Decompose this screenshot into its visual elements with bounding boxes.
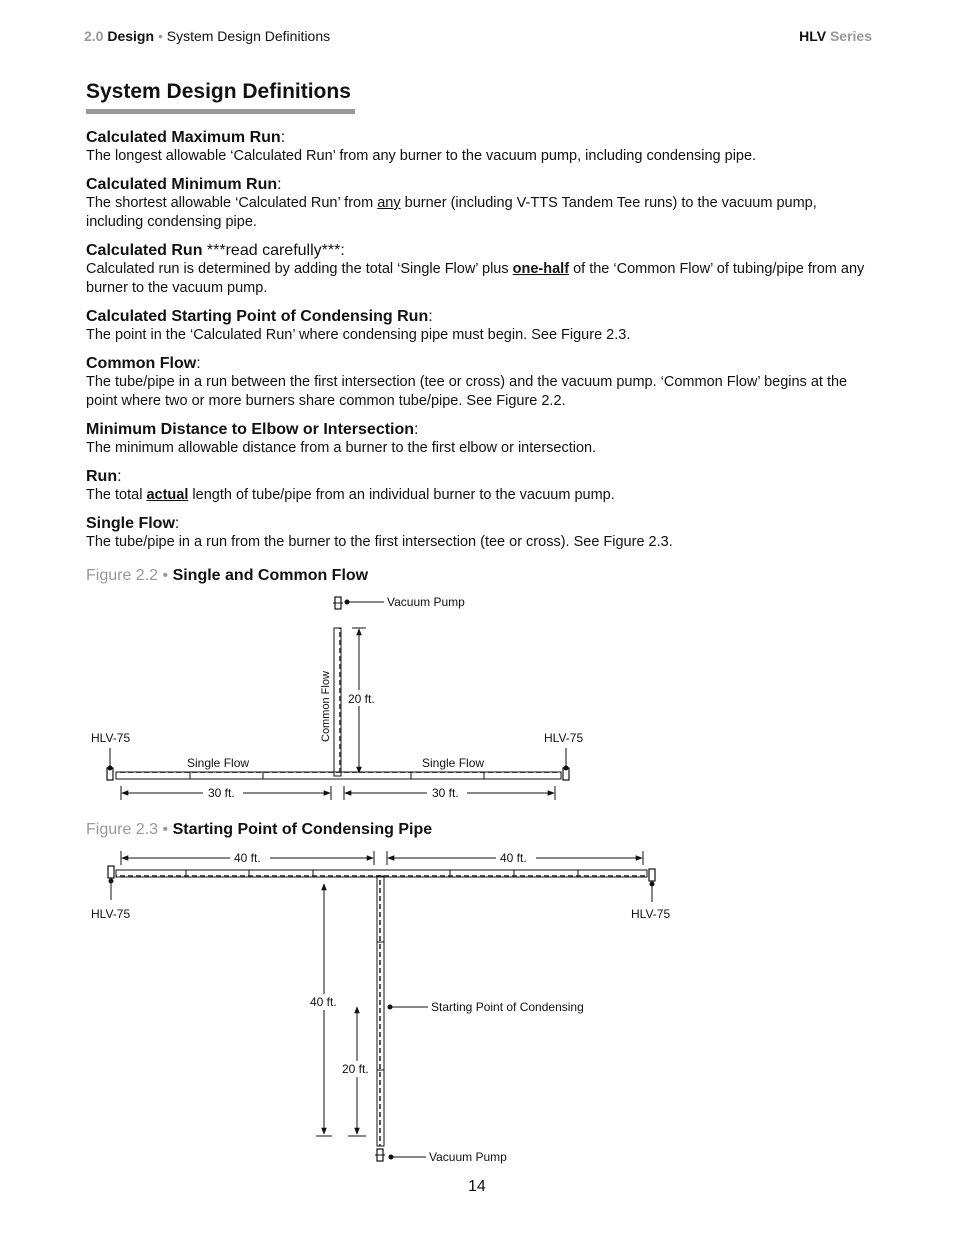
figure-name: Single and Common Flow bbox=[172, 567, 369, 584]
definition-body: The tube/pipe in a run between the first intersection (tee or cross) and the vacuum pump. ‘Common Flow’ begins at the point where two or more burners share common tube/pipe. See Figure 2.2. bbox=[86, 374, 848, 409]
series-label: Series bbox=[829, 28, 872, 44]
definition-item bbox=[86, 514, 876, 552]
burner-right-label: HLV-75 bbox=[631, 907, 671, 921]
vertical-condensing-label: 20 ft. bbox=[342, 1062, 369, 1076]
page-number: 14 bbox=[468, 1178, 486, 1195]
definition-term-suffix: : bbox=[117, 468, 122, 485]
definition-term: Single Flow bbox=[86, 515, 175, 532]
definition-term: Common Flow bbox=[86, 355, 197, 372]
length-left-label: 30 ft. bbox=[208, 786, 235, 800]
definition-body: The tube/pipe in a run from the burner to the first intersection (tee or cross). See Figure 2.3. bbox=[86, 534, 673, 550]
length-left-label: 40 ft. bbox=[234, 851, 261, 865]
definition-term: Calculated Maximum Run bbox=[86, 129, 281, 146]
figure-number: Figure 2.3 bbox=[86, 821, 159, 838]
single-flow-tube bbox=[116, 772, 561, 779]
length-right-label: 40 ft. bbox=[500, 851, 527, 865]
definition-term-suffix: : bbox=[428, 308, 433, 325]
burner-left-label: HLV-75 bbox=[91, 907, 131, 921]
section-name: Design bbox=[107, 28, 155, 44]
burner-left-label: HLV-75 bbox=[91, 731, 131, 745]
definition-body: The total actual length of tube/pipe from an individual burner to the vacuum pump. bbox=[86, 487, 615, 503]
definition-term: Run bbox=[86, 468, 118, 485]
subsection-name: System Design Definitions bbox=[166, 28, 331, 44]
emphasized-word: one-half bbox=[512, 261, 570, 277]
definition-body: The point in the ‘Calculated Run’ where condensing pipe must begin. See Figure 2.3. bbox=[86, 327, 631, 343]
burner-right-icon bbox=[649, 869, 655, 881]
vacuum-pump-label: Vacuum Pump bbox=[387, 595, 465, 609]
figure-separator: • bbox=[162, 821, 169, 838]
definition-term-suffix: : bbox=[277, 176, 282, 193]
definition-item bbox=[86, 467, 876, 505]
vacuum-pump-icon bbox=[333, 597, 343, 609]
vacuum-pump-icon bbox=[375, 1149, 385, 1161]
definition-item bbox=[86, 241, 876, 298]
definition-term: Calculated Starting Point of Condensing Run bbox=[86, 308, 429, 325]
emphasized-word: actual bbox=[146, 487, 189, 503]
product-series bbox=[799, 28, 872, 44]
definition-term: Minimum Distance to Elbow or Intersection bbox=[86, 421, 415, 438]
section-number: 2.0 bbox=[84, 28, 104, 44]
figure-2-3-caption bbox=[86, 821, 432, 839]
underlined-word: any bbox=[377, 195, 401, 211]
running-header bbox=[84, 28, 330, 44]
title-underline-bar bbox=[86, 109, 355, 114]
definition-item bbox=[86, 128, 876, 166]
vertical-total-label: 40 ft. bbox=[310, 995, 337, 1009]
burner-left-icon bbox=[108, 866, 114, 878]
figure-name: Starting Point of Condensing Pipe bbox=[172, 821, 433, 838]
definition-item bbox=[86, 420, 876, 458]
definition-item bbox=[86, 354, 876, 411]
definition-term-suffix: ***read carefully***: bbox=[202, 242, 345, 259]
definitions-list bbox=[86, 128, 876, 561]
single-flow-right-label: Single Flow bbox=[422, 756, 485, 770]
definition-term: Calculated Run bbox=[86, 242, 203, 259]
figure-number: Figure 2.2 bbox=[86, 567, 159, 584]
figure-2-2-diagram bbox=[0, 590, 954, 805]
burner-right-label: HLV-75 bbox=[544, 731, 584, 745]
definition-body: The shortest allowable ‘Calculated Run’ from any burner (including V-TTS Tandem Tee runs) to the vacuum pump, including condensing pipe. bbox=[86, 195, 817, 230]
header-separator: • bbox=[157, 28, 163, 44]
definition-item bbox=[86, 307, 876, 345]
figure-2-3-diagram bbox=[0, 845, 954, 1175]
common-flow-label: Common Flow bbox=[320, 671, 332, 742]
single-flow-left-label: Single Flow bbox=[187, 756, 250, 770]
definition-body: The minimum allowable distance from a burner to the first elbow or intersection. bbox=[86, 440, 597, 456]
definition-term-suffix: : bbox=[196, 355, 201, 372]
definition-term-suffix: : bbox=[414, 421, 419, 438]
definition-item bbox=[86, 175, 876, 232]
definition-body: The longest allowable ‘Calculated Run’ from any burner to the vacuum pump, including condensing pipe. bbox=[86, 148, 757, 164]
common-length-label: 20 ft. bbox=[348, 692, 375, 706]
starting-point-label: Starting Point of Condensing bbox=[431, 1000, 584, 1014]
figure-separator: • bbox=[162, 567, 169, 584]
definition-body: Calculated run is determined by adding the total ‘Single Flow’ plus one-half of the ‘Common Flow’ of tubing/pipe from any burner to the vacuum pump. bbox=[86, 261, 865, 296]
vertical-tube bbox=[377, 876, 384, 1146]
definition-term-suffix: : bbox=[174, 515, 180, 532]
figure-2-2-caption bbox=[86, 567, 368, 585]
vacuum-pump-dot bbox=[345, 600, 350, 605]
length-right-label: 30 ft. bbox=[432, 786, 459, 800]
product-name: HLV bbox=[799, 28, 827, 44]
vacuum-pump-label: Vacuum Pump bbox=[429, 1150, 507, 1164]
common-flow-tube bbox=[334, 628, 341, 776]
definition-term: Calculated Minimum Run bbox=[86, 176, 278, 193]
definition-term-suffix: : bbox=[280, 129, 286, 146]
page-title: System Design Definitions bbox=[86, 80, 351, 103]
